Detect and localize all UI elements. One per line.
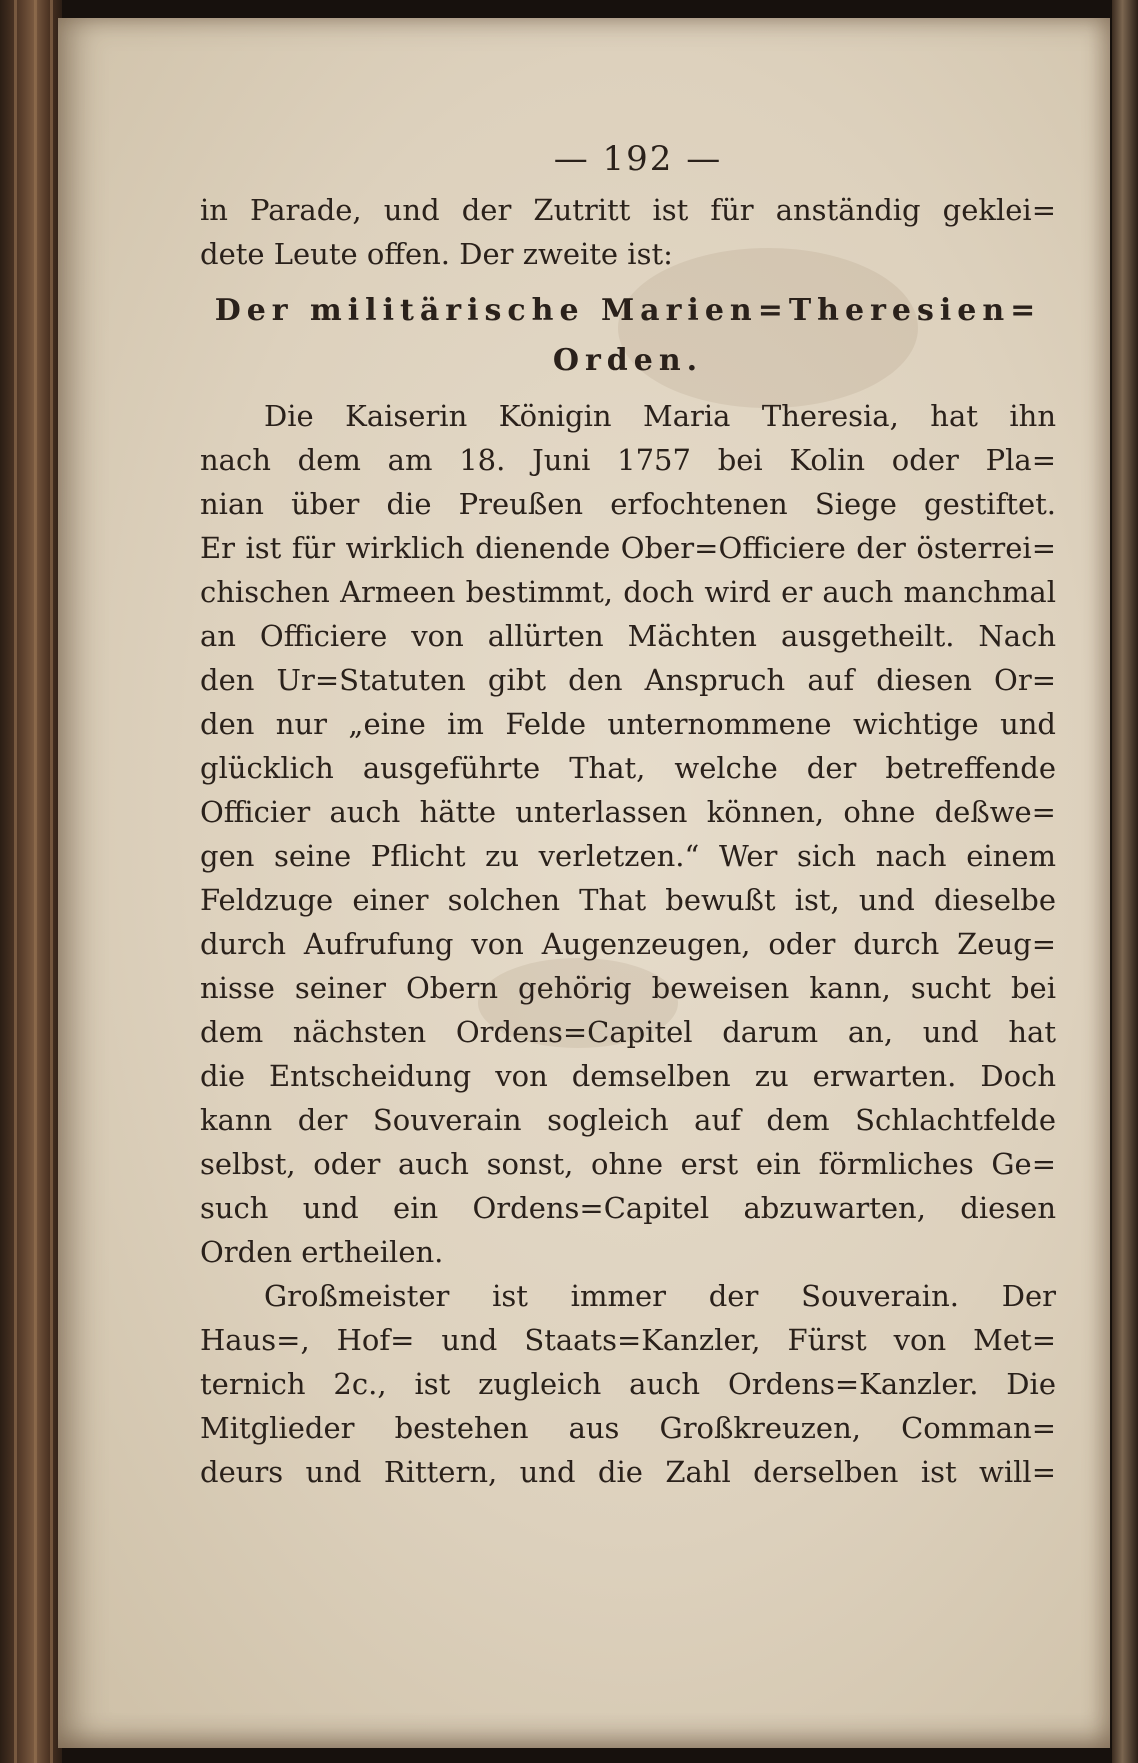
text-line: selbst, oder auch sonst, ohne erst ein förmliches Ge= [200,1147,1056,1181]
text-line: die Entscheidung von demselben zu erwarten. Doch [200,1059,1056,1093]
text-line: nisse seiner Obern gehörig beweisen kann, sucht bei [200,971,1056,1005]
text-line: den Ur=Statuten gibt den Anspruch auf diesen Or= [200,663,1056,697]
page-number: — 192 — [553,139,723,179]
text-line: an Officiere von allürten Mächten ausgetheilt. Nach [200,619,1056,653]
text-line: nach dem am 18. Juni 1757 bei Kolin oder Pla= [200,443,1056,477]
text-line: in Parade, und der Zutritt ist für anständig geklei= [200,193,1056,227]
text-line: Großmeister ist immer der Souverain. Der [264,1279,1056,1313]
text-line: Mitglieder bestehen aus Großkreuzen, Comman= [200,1411,1056,1445]
text-line: dem nächsten Ordens=Capitel darum an, und hat [200,1015,1056,1049]
book-spine [0,0,62,1763]
text-line: chischen Armeen bestimmt, doch wird er auch manchmal [200,575,1056,609]
section-heading: Der militärische Marien=Theresien= [214,293,1042,328]
text-line: kann der Souverain sogleich auf dem Schlachtfelde [200,1103,1056,1137]
text-line: Haus=, Hof= und Staats=Kanzler, Fürst von Met= [200,1323,1056,1357]
text-line: gen seine Pflicht zu verletzen.“ Wer sich nach einem [200,839,1056,873]
text-line: Er ist für wirklich dienende Ober=Officiere der österrei= [200,531,1056,565]
spine-line [34,0,37,1763]
text-line: den nur „eine im Felde unternommene wichtige und [200,707,1056,741]
text-line: Officier auch hätte unterlassen können, ohne deßwe= [200,795,1056,829]
text-line: nian über die Preußen erfochtenen Siege gestiftet. [200,487,1056,521]
text-line: deurs und Rittern, und die Zahl derselben ist will= [200,1455,1056,1489]
paragraph-1 [200,394,1056,1274]
text-line: ternich 2c., ist zugleich auch Ordens=Kanzler. Die [200,1367,1056,1401]
text-line: glücklich ausgeführte That, welche der betreffende [200,751,1056,785]
paragraph-2 [200,1274,1056,1494]
page-edge [1112,0,1138,1763]
text-line: dete Leute offen. Der zweite ist: [200,237,673,271]
text-line: Feldzuge einer solchen That bewußt ist, und dieselbe [200,883,1056,917]
top-lines [200,188,1056,276]
spine-line [14,0,17,1763]
text-line: Orden ertheilen. [200,1235,444,1269]
text-line: Die Kaiserin Königin Maria Theresia, hat ihn [264,399,1056,433]
spine-line [50,0,53,1763]
text-block [200,130,1056,1494]
text-line: durch Aufrufung von Augenzeugen, oder durch Zeug= [200,927,1056,961]
text-line: such und ein Ordens=Capitel abzuwarten, diesen [200,1191,1056,1225]
section-heading: Orden. [552,343,704,378]
